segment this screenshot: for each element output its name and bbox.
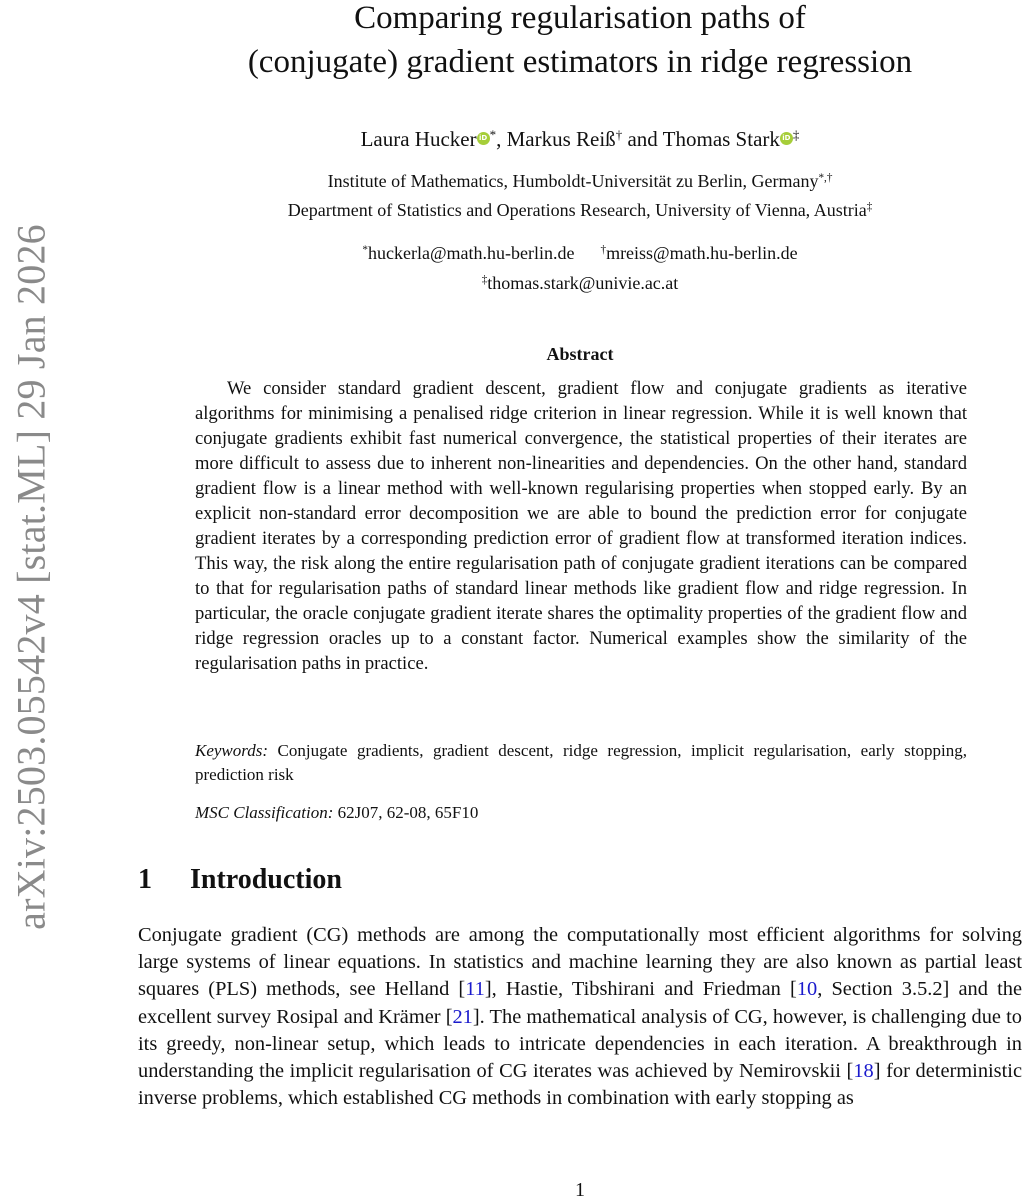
intro-text: ] for deterministic inverse problems, which established CG methods in combination with early stopping as — [138, 1060, 1022, 1110]
keywords-text: Conjugate gradients, gradient descent, ridge regression, implicit regularisation, early stopping, prediction risk — [195, 741, 967, 784]
author-separator: , — [496, 127, 507, 151]
introduction-paragraph — [138, 922, 1022, 1112]
intro-text: , Section 3.5.2] and the excellent survey Rosipal and Krämer [ — [138, 978, 1022, 1028]
title-line-2: (conjugate) gradient estimators in ridge regression — [247, 44, 913, 80]
title-line-1: Comparing regularisation paths of — [354, 0, 806, 36]
msc-label: MSC Classification: — [195, 803, 334, 822]
affiliation — [150, 198, 1010, 222]
author-mark: ‡ — [792, 126, 800, 142]
arxiv-identifier-stamp — [0, 0, 60, 1200]
author-name: Markus Reiß — [506, 127, 616, 151]
email-link[interactable]: thomas.stark@univie.ac.at — [487, 273, 679, 293]
email-link[interactable]: huckerla@math.hu-berlin.de — [367, 243, 575, 263]
citation-link[interactable]: 11 — [465, 978, 485, 1001]
author-mark: † — [615, 126, 623, 142]
author-list — [150, 126, 1010, 152]
abstract-text: We consider standard gradient descent, gradient flow and conjugate gradients as iterative algorithms for minimising a penalised ridge criterion in linear regression. While it is well known that conjugate gradients exhibit fast numerical convergence, the statistical properties of their iterates are more difficult to assess due to inherent non-linearities and dependencies. On the other hand, standard gradient flow is a linear method with well-known regularising properties when stopped early. By an explicit non-standard error decomposition we are able to bound the prediction error for conjugate gradient iterates by a corresponding prediction error of gradient flow at transformed iteration indices. This way, the risk along the entire regularisation path of conjugate gradient iterations can be compared to that for regularisation paths of standard linear methods like gradient flow and ridge regression. In particular, the oracle conjugate gradient iterate shares the optimality properties of the gradient flow and ridge regression oracles up to a constant factor. Numerical examples show the similarity of the regularisation paths in practice. — [195, 378, 967, 674]
author-separator: and — [622, 127, 663, 151]
intro-text: Conjugate gradient (CG) methods are among the computationally most efficient algorithms for solving large systems of linear equations. In statistics and machine learning they are also known as partial least squares (PLS) methods, see Helland [ — [138, 924, 1022, 1001]
email-link[interactable]: mreiss@math.hu-berlin.de — [606, 243, 798, 263]
keywords — [195, 739, 967, 787]
page-number: 1 — [575, 1179, 585, 1201]
author-mark: * — [489, 126, 497, 142]
affiliation — [150, 169, 1010, 193]
paper-title — [150, 0, 1010, 84]
affiliation-mark: ‡ — [866, 200, 873, 213]
intro-text: ]. The mathematical analysis of CG, however, is challenging due to its greedy, non-linear setup, which leads to intricate dependencies in each iteration. A breakthrough in understanding the implicit regularisation of CG iterates was achieved by Nemirovskii [ — [138, 1005, 1022, 1083]
msc-classification — [195, 801, 967, 825]
intro-text: ], Hastie, Tibshirani and Friedman [ — [484, 978, 797, 1001]
affiliation-text: Institute of Mathematics, Humboldt-Universität zu Berlin, Germany — [327, 171, 819, 191]
section-number: 1 — [138, 864, 152, 895]
citation-link[interactable]: 10 — [796, 978, 818, 1001]
email-mark: ‡ — [481, 273, 488, 286]
msc-text: 62J07, 62-08, 65F10 — [337, 803, 479, 822]
author-name: Laura Hucker — [360, 127, 477, 151]
email-mark: † — [600, 243, 607, 256]
orcid-icon[interactable]: iD — [780, 132, 793, 145]
section-heading — [138, 862, 342, 898]
keywords-label: Keywords: — [195, 741, 269, 760]
affiliation-mark: *,† — [818, 171, 833, 184]
affiliation-text: Department of Statistics and Operations Research, University of Vienna, Austria — [287, 200, 867, 220]
email-mark: * — [362, 243, 368, 256]
citation-link[interactable]: 18 — [853, 1060, 874, 1083]
orcid-icon[interactable]: iD — [477, 132, 490, 145]
arxiv-stamp-text: arXiv:2503.05542v4 [stat.ML] 29 Jan 2026 — [8, 224, 54, 930]
abstract-heading: Abstract — [546, 344, 614, 364]
section-title: Introduction — [190, 864, 342, 895]
citation-link[interactable]: 21 — [452, 1005, 473, 1028]
author-name: Thomas Stark — [662, 127, 780, 151]
email-list — [150, 238, 1010, 298]
